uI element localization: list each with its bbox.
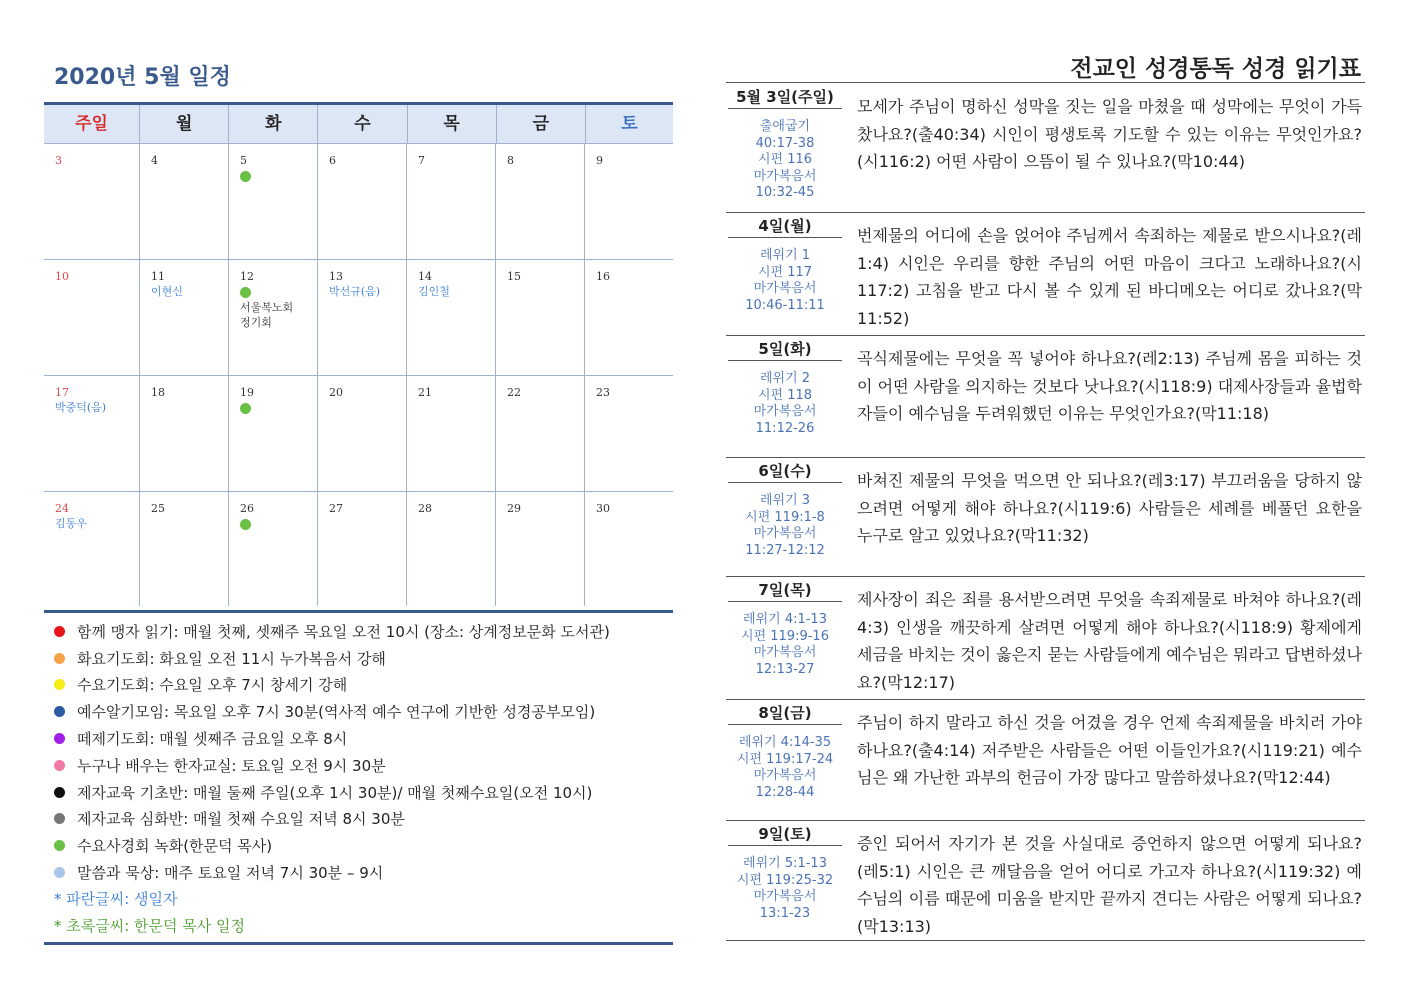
reading-ref-line: 마가복음서: [753, 404, 817, 419]
legend-dot-icon: [54, 679, 65, 690]
legend-text: 제자교육 기초반: 매월 둘째 주일(오후 1시 30분)/ 매월 첫째수요일(오전 10시): [77, 783, 593, 802]
legend-item: [44, 618, 673, 645]
reading-ref-line: 마가복음서: [753, 768, 817, 783]
calendar-day-cell: [585, 260, 673, 375]
day-number: 20: [329, 386, 343, 399]
day-number: 12: [240, 270, 254, 283]
calendar-day-cell: [407, 492, 496, 606]
day-number: 5: [240, 154, 247, 167]
legend-item: [44, 672, 673, 699]
calendar-week-row: [44, 376, 673, 492]
day-number: 15: [507, 270, 521, 283]
reading-references: [726, 371, 844, 437]
calendar-day-cell: [140, 260, 229, 375]
day-number: 17: [55, 386, 69, 399]
reading-references: [726, 119, 844, 202]
calendar-day-cell: [407, 144, 496, 259]
reading-question: 제사장이 죄은 죄를 용서받으려면 무엇을 속죄제물로 바쳐야 하나요?(레4:3) 인생을 깨끗하게 살려면 어떻게 해야 하나요?(시118:9) 황제에게 세금을 바치는 것이 옳은지 묻는 사람들에게 예수님은 뭐라고 답변하셨나요?(막12:17): [857, 590, 1362, 692]
calendar-day-cell: [229, 492, 318, 606]
calendar-day-cell: [44, 144, 140, 259]
day-number: 30: [596, 502, 610, 515]
reading-ref-line: 12:28-44: [755, 784, 815, 800]
reading-question: 번제물의 어디에 손을 얹어야 주님께서 속죄하는 제물로 받으시나요?(레1:4) 시인은 우리를 향한 주님의 어떤 마음이 크다고 노래하나요?(시117:2) 고침을 받고 다시 볼 수 있게 된 바디메오는 어디로 갔나요?(막11:52): [857, 226, 1362, 328]
reading-ref-line: 40:17-38: [755, 135, 815, 151]
legend-text: 누구나 배우는 한자교실: 토요일 오전 9시 30분: [77, 756, 386, 775]
reading-entry-left: [726, 336, 844, 437]
legend-dot-icon: [54, 626, 65, 637]
calendar-day-cell: [407, 376, 496, 491]
day-number: 7: [418, 154, 425, 167]
calendar-day-cell: [496, 144, 585, 259]
reading-date: 5일(화): [728, 336, 842, 361]
day-number: 6: [329, 154, 336, 167]
reading-ref-line: 마가복음서: [753, 645, 817, 660]
calendar-day-cell: [496, 376, 585, 491]
calendar-day-cell: [140, 376, 229, 491]
weekday-wed: 수: [318, 105, 407, 143]
reading-ref-line: 시편 118: [757, 387, 813, 403]
day-number: 28: [418, 502, 432, 515]
reading-date: 5월 3일(주일): [728, 84, 842, 109]
weekday-fri: 금: [497, 105, 586, 143]
reading-date: 7일(목): [728, 577, 842, 602]
day-number: 14: [418, 270, 432, 283]
calendar-title: 2020년 5월 일정: [54, 65, 231, 90]
legend-text: 예수알기모임: 목요일 오후 7시 30분(역사적 예수 연구에 기반한 성경공부모임): [77, 703, 596, 722]
reading-date: 9일(토): [728, 821, 842, 846]
reading-date: 4일(월): [728, 213, 842, 238]
calendar-week-row: [44, 492, 673, 606]
reading-date: 6일(수): [728, 458, 842, 483]
reading-ref-line: 레위기 4:14-35: [738, 735, 832, 750]
reading-top-rule: [726, 82, 1365, 83]
birthday-label: 김인철: [418, 285, 450, 298]
reading-question: 주님이 하지 말라고 하신 것을 어겼을 경우 언제 속죄제물을 바치러 가야하나요?(출4:14) 저주받은 사람들은 어떤 이들인가요?(시119:21) 예수님은 왜 가난한 과부의 헌금이 가장 많다고 말씀하셨나요?(막12:44): [857, 713, 1362, 788]
reading-question: 증인 되어서 자기가 본 것을 사실대로 증언하지 않으면 어떻게 되나요?(레5:1) 시인은 큰 깨달음을 얻어 어디로 가고자 하나요?(시119:32) 예수님의 이름 때문에 미움을 받지만 끝까지 견디는 사람은 어떻게 되나요?(막13:13): [857, 834, 1362, 936]
reading-ref-line: 11:27-12:12: [745, 542, 825, 558]
legend-text: 수요사경회 녹화(한문덕 목사): [77, 837, 273, 856]
reading-entry-left: [726, 458, 844, 559]
weekday-header: [44, 105, 673, 144]
legend-dot-icon: [54, 706, 65, 717]
reading-references: [726, 856, 844, 922]
reading-ref-line: 레위기 5:1-13: [743, 856, 827, 871]
legend-dot-icon: [54, 787, 65, 798]
legend-text: 수요기도회: 수요일 오후 7시 창세기 강해: [77, 676, 348, 695]
legend-item: [44, 779, 673, 806]
birthday-label: 박선규(음): [329, 285, 381, 298]
reading-ref-line: 레위기 3: [759, 493, 811, 508]
legend-note: * 파란글씨: 생일자: [54, 889, 178, 908]
reading-entry: [726, 336, 1365, 458]
legend-dot-icon: [54, 733, 65, 744]
reading-ref-line: 마가복음서: [753, 889, 817, 904]
calendar-day-cell: [44, 492, 140, 606]
legend-dot-icon: [54, 653, 65, 664]
reading-ref-line: 12:13-27: [755, 661, 815, 677]
day-number: 29: [507, 502, 521, 515]
reading-ref-line: 레위기 1: [759, 248, 811, 263]
reading-ref-line: 시편 116: [757, 152, 813, 167]
event-dot-icon: [240, 287, 251, 298]
legend-text: 말씀과 묵상: 매주 토요일 저녁 7시 30분 – 9시: [77, 864, 384, 883]
birthday-label: 박중덕(음): [55, 401, 107, 414]
calendar-day-cell: [496, 492, 585, 606]
weekday-thu: 목: [408, 105, 497, 143]
reading-ref-line: 레위기 2: [759, 371, 811, 386]
legend-dot-icon: [54, 840, 65, 851]
day-number: 27: [329, 502, 343, 515]
legend-text: 떼제기도회: 매월 셋째주 금요일 오후 8시: [77, 730, 348, 749]
calendar-day-cell: [44, 376, 140, 491]
legend-item: [44, 645, 673, 672]
reading-references: [726, 735, 844, 801]
weekday-sat: 토: [621, 114, 638, 134]
reading-entry: [726, 458, 1365, 577]
reading-ref-line: 레위기 4:1-13: [743, 612, 827, 627]
weekday-mon: 월: [140, 105, 229, 143]
reading-entry-left: [726, 84, 844, 202]
reading-ref-line: 시편 119:9-16: [741, 628, 829, 644]
legend-item: [44, 806, 673, 833]
calendar-day-cell: [318, 260, 407, 375]
legend-note: * 초록글씨: 한문덕 목사 일정: [54, 916, 246, 935]
reading-references: [726, 493, 844, 559]
legend-item: [44, 859, 673, 886]
event-dot-icon: [240, 403, 251, 414]
day-number: 4: [151, 154, 158, 167]
day-number: 25: [151, 502, 165, 515]
day-number: 24: [55, 502, 69, 515]
reading-entry: [726, 577, 1365, 700]
calendar-body: [44, 144, 673, 606]
day-number: 22: [507, 386, 521, 399]
reading-entry-left: [726, 577, 844, 678]
schedule-legend: [44, 618, 673, 940]
weekday-tue: 화: [229, 105, 318, 143]
reading-entry-left: [726, 213, 844, 314]
reading-question: 모세가 주님이 명하신 성막을 짓는 일을 마쳤을 때 성막에는 무엇이 가득 찼나요?(출40:34) 시인이 평생토록 기도할 수 있는 이유는 무엇인가요?(시116:2) 어떤 사람이 으뜸이 될 수 있나요?(막10:44): [857, 97, 1362, 172]
reading-ref-line: 시편 119:17-24: [736, 751, 834, 767]
reading-entry: [726, 213, 1365, 336]
birthday-label: 김동우: [55, 517, 87, 530]
day-number: 10: [55, 270, 69, 283]
birthday-label: 이현신: [151, 285, 183, 298]
legend-text: 화요기도회: 화요일 오전 11시 누가복음서 강해: [77, 649, 386, 668]
legend-dot-icon: [54, 813, 65, 824]
calendar-day-cell: [318, 492, 407, 606]
calendar-day-cell: [585, 492, 673, 606]
event-note: 서울복노회 정기회: [240, 301, 294, 329]
reading-ref-line: 마가복음서: [753, 526, 817, 541]
calendar-day-cell: [229, 144, 318, 259]
reading-ref-line: 시편 119:25-32: [736, 872, 834, 888]
calendar-day-cell: [44, 260, 140, 375]
calendar-day-cell: [585, 144, 673, 259]
day-number: 23: [596, 386, 610, 399]
reading-references: [726, 248, 844, 314]
calendar-day-cell: [318, 376, 407, 491]
calendar-grid: [44, 102, 673, 613]
reading-ref-line: 시편 119:1-8: [745, 509, 825, 525]
reading-ref-line: 10:46-11:11: [745, 297, 825, 313]
day-number: 3: [55, 154, 62, 167]
calendar-day-cell: [407, 260, 496, 375]
weekday-sun: 주일: [44, 105, 140, 143]
event-dot-icon: [240, 519, 251, 530]
day-number: 13: [329, 270, 343, 283]
reading-plan-title: 전교인 성경통독 성경 읽기표: [1070, 56, 1361, 82]
reading-entry-left: [726, 700, 844, 801]
legend-item: [44, 752, 673, 779]
day-number: 21: [418, 386, 432, 399]
calendar-day-cell: [496, 260, 585, 375]
reading-ref-line: 11:12-26: [755, 420, 815, 436]
legend-dot-icon: [54, 867, 65, 878]
day-number: 11: [151, 270, 165, 283]
day-number: 18: [151, 386, 165, 399]
reading-ref-line: 13:1-23: [759, 905, 811, 921]
calendar-day-cell: [140, 144, 229, 259]
event-dot-icon: [240, 171, 251, 182]
legend-item: [44, 725, 673, 752]
reading-question: 바쳐진 제물의 무엇을 먹으면 안 되나요?(레3:17) 부끄러움을 당하지 않으려면 어떻게 해야 하나요?(시119:6) 사람들은 세례를 베풀던 요한을 누구로 알고 있었나요?(막11:32): [857, 471, 1362, 546]
legend-item: [44, 698, 673, 725]
day-number: 8: [507, 154, 514, 167]
calendar-week-row: [44, 144, 673, 260]
reading-date: 8일(금): [728, 700, 842, 725]
legend-text: 제자교육 심화반: 매월 첫째 수요일 저녁 8시 30분: [77, 810, 405, 829]
calendar-day-cell: [585, 376, 673, 491]
calendar-day-cell: [229, 260, 318, 375]
day-number: 16: [596, 270, 610, 283]
reading-ref-line: 마가복음서: [753, 168, 817, 184]
legend-bottom-rule: [44, 942, 673, 945]
reading-entry: [726, 700, 1365, 821]
calendar-week-row: [44, 260, 673, 376]
reading-references: [726, 612, 844, 678]
calendar-day-cell: [229, 376, 318, 491]
reading-ref-line: 시편 117: [757, 264, 813, 280]
legend-dot-icon: [54, 760, 65, 771]
reading-ref-line: 출애굽기: [759, 119, 811, 134]
day-number: 19: [240, 386, 254, 399]
calendar-day-cell: [140, 492, 229, 606]
legend-text: 함께 맹자 읽기: 매월 첫째, 셋째주 목요일 오전 10시 (장소: 상계정보문화 도서관): [77, 622, 610, 641]
day-number: 9: [596, 154, 603, 167]
reading-entry-left: [726, 821, 844, 922]
day-number: 26: [240, 502, 254, 515]
reading-entry: [726, 84, 1365, 213]
reading-entry: [726, 821, 1365, 941]
calendar-day-cell: [318, 144, 407, 259]
legend-item: [44, 832, 673, 859]
reading-ref-line: 마가복음서: [753, 281, 817, 296]
reading-ref-line: 10:32-45: [755, 185, 815, 200]
reading-question: 곡식제물에는 무엇을 꼭 넣어야 하나요?(레2:13) 주님께 몸을 피하는 것이 어떤 사람을 의지하는 것보다 낫나요?(시118:9) 대제사장들과 율법학자들이 예수님을 두려워했던 이유는 무엇인가요?(막11:18): [857, 349, 1362, 424]
